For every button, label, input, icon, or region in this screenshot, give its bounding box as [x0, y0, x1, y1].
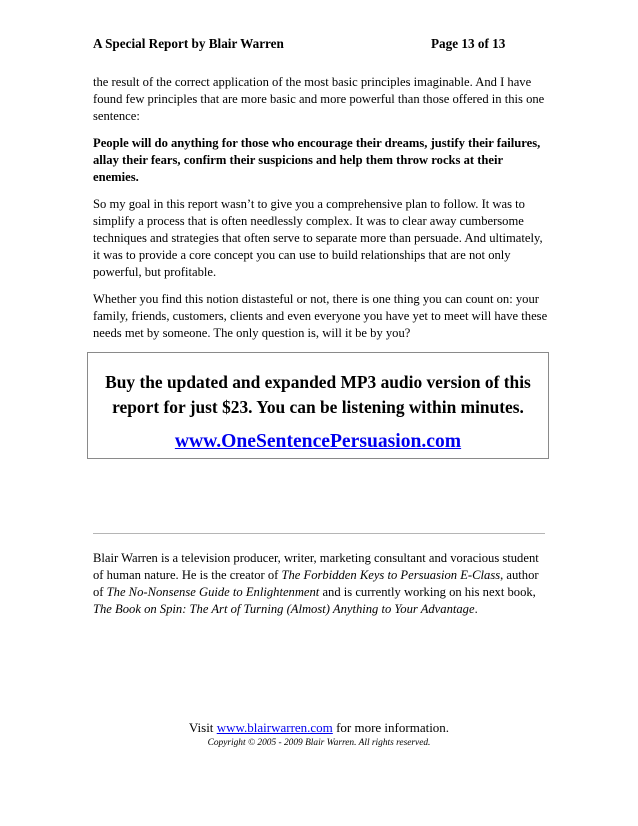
divider — [93, 533, 545, 534]
website-link[interactable]: www.blairwarren.com — [216, 720, 333, 735]
header-title: A Special Report by Blair Warren — [93, 36, 284, 51]
promo-line-2: report for just $23. You can be listening within minutes. — [112, 397, 524, 417]
visit-pre: Visit — [188, 720, 217, 735]
page-number: Page 13 of 13 — [431, 36, 506, 51]
promo-link[interactable]: www.OneSentencePersuasion.com — [174, 431, 462, 452]
paragraph-4: Whether you find this notion distasteful or not, there is one thing you can count on: your family, friends, customers, clients and even everyone you have yet to meet will have these needs met by someone. The only question is, will it be by you? — [93, 292, 548, 340]
author-bio — [93, 550, 551, 618]
page-footer — [0, 720, 638, 750]
bio-text-3: and is currently working on his next book, — [319, 585, 536, 599]
report-body — [93, 74, 548, 352]
paragraph-3: So my goal in this report wasn’t to give you a comprehensive plan to follow. It was to simplify a process that is often needlessly complex. It was to clear away cumbersome techniques and strategies that often serve to separate more than persuade. And ultimately, it was to provide a core concept you can use to build relationships that are not only powerful, but profitable. — [93, 197, 543, 279]
paragraph-1: the result of the correct application of the most basic principles imaginable. And I have found few principles that are more basic and more powerful than those offered in this one sentence: — [93, 75, 545, 123]
bio-text-2: , author of — [93, 568, 539, 599]
bio-title-guide: The No-Nonsense Guide to Enlightenment — [106, 585, 320, 599]
bio-text-4: . — [474, 602, 478, 616]
bio-title-eclass: The Forbidden Keys to Persuasion E-Class — [281, 568, 501, 582]
promo-line-1: Buy the updated and expanded MP3 audio version of this — [105, 372, 531, 392]
visit-line — [0, 720, 638, 736]
copyright-notice: Copyright © 2005 - 2009 Blair Warren. All rights reserved. — [207, 738, 431, 748]
key-sentence: People will do anything for those who encourage their dreams, justify their failures, allay their fears, confirm their suspicions and help them throw rocks at their enemies. — [93, 136, 541, 184]
visit-post: for more information. — [332, 720, 450, 735]
bio-text-1: Blair Warren is a television producer, writer, marketing consultant and voracious student of human nature. He is the creator of — [93, 551, 539, 582]
promo-box — [87, 352, 549, 459]
bio-title-spin: The Book on Spin: The Art of Turning (Almost) Anything to Your Advantage — [93, 602, 475, 616]
